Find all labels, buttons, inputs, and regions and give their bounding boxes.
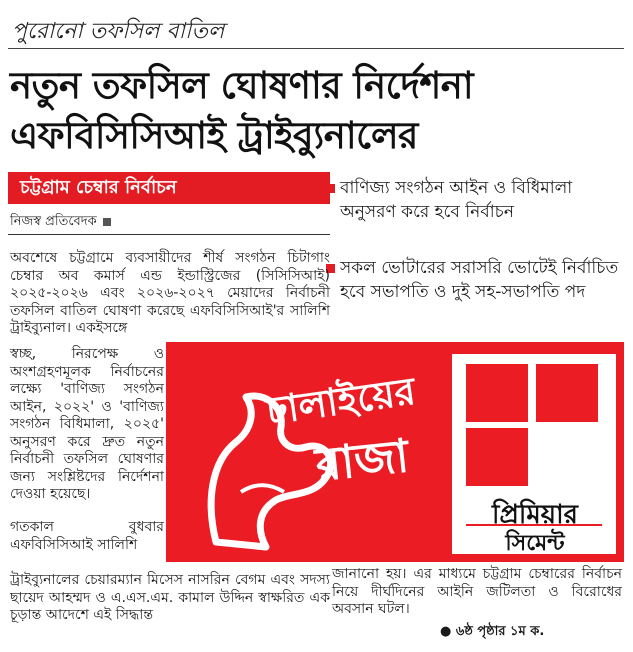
headline-line-1: নতুন তফসিল ঘোষণার নির্দেশনা <box>10 64 474 107</box>
cement-advertisement <box>166 342 624 562</box>
section-banner: চট্টগ্রাম চেম্বার নির্বাচন <box>8 172 330 204</box>
byline-text: নিজস্ব প্রতিবেদক <box>10 214 97 229</box>
ad-brand-name: প্রিমিয়ার <box>492 500 578 530</box>
article-paragraph-bottom: গতকাল বুধবার এফবিসিসিআই সালিশি <box>10 519 164 553</box>
bullet-square-icon <box>326 184 335 193</box>
continued-on-page: ● ৬ষ্ঠ পৃষ্ঠার ১ম ক. <box>440 624 545 639</box>
ad-slogan-line-1: ঢালাইয়ের <box>263 368 419 434</box>
ad-slogan-line-2: রাজা <box>313 428 412 492</box>
highlight-bullet <box>340 256 620 304</box>
article-paragraph-bottom-wide: ট্রাইব্যুনালের চেয়ারম্যান মিসেস নাসরিন বেগম এবং সদস্য ছায়েদ আহম্মদ ও এ.এস.এম. কামাল উদ্দিন স্বাক্ষরিত এক চূড়ান্ত আদেশে এই সিদ্ধান্ত <box>10 572 330 623</box>
premier-cement-logo-box <box>452 354 616 554</box>
kicker: পুরোনো তফসিল বাতিল <box>12 19 225 44</box>
article-paragraph-left: স্বচ্ছ, নিরপেক্ষ ও অংশগ্রহণমূলক নির্বাচনের লক্ষ্যে 'বাণিজ্য সংগঠন আইন, ২০২২' ও 'বাণিজ্য সংগঠন বিধিমালা, ২০২৫' অনুসরণ করে দ্রুত নতুন নির্বাচনী তফসিল ঘোষণার জন্য সংশ্লিষ্টদের নির্দেশনা দেওয়া হয়েছে। <box>10 346 164 502</box>
premier-cement-logo-icon <box>464 362 604 490</box>
kicker-divider <box>8 48 624 49</box>
bullet-text: বাণিজ্য সংগঠন আইন ও বিধিমালা অনুসরণ করে হবে নির্বাচন <box>340 178 573 222</box>
ad-brand-sub: সিমেন্ট <box>505 531 565 556</box>
byline-square-icon <box>103 218 111 226</box>
highlight-bullet <box>340 176 620 224</box>
byline <box>10 212 111 233</box>
bullet-text: সকল ভোটারের সরাসরি ভোটেই নির্বাচিত হবে সভাপতি ও দুই সহ-সভাপতি পদ <box>340 258 619 302</box>
article-paragraph-right: জানানো হয়। এর মাধ্যমে চট্টগ্রাম চেম্বারের নির্বাচন নিয়ে দীর্ঘদিনের আইনি জটিলতা ও বিরোধের অবসান ঘটল। <box>332 566 622 617</box>
article-paragraph-intro: অবশেষে চট্টগ্রামে ব্যবসায়ীদের শীর্ষ সংগঠন চিটাগাং চেম্বার অব কমার্স এন্ড ইন্ডাস্ট্রিজের (সিসিসিআই) ২০২৫-২০২৬ এবং ২০২৬-২০২৭ মেয়াদের নির্বাচনী তফসিল বাতিল ঘোষণা করেছে এফবিসিসিআই'র সালিশি ট্রাইব্যুনাল। একইসঙ্গে <box>10 250 330 336</box>
byline-rule <box>8 234 330 235</box>
headline-line-2: এফবিসিসিআই ট্রাইব্যুনালের <box>10 114 418 157</box>
